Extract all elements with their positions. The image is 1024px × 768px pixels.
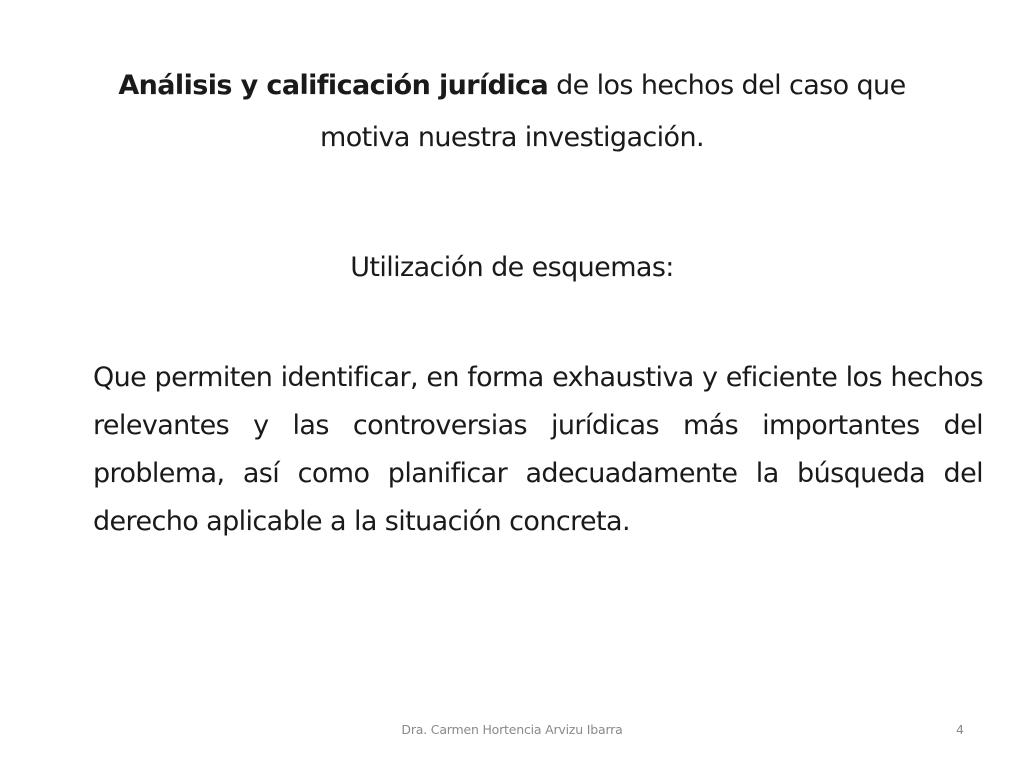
title-bold-phrase: Análisis y calificación jurídica — [118, 70, 549, 101]
slide-title — [40, 60, 984, 164]
slide-page-number: 4 — [956, 722, 964, 737]
slide-subtitle: Utilización de esquemas: — [350, 252, 674, 283]
title-line-1 — [40, 60, 984, 112]
footer-author: Dra. Carmen Hortencia Arvizu Ibarra — [401, 722, 623, 737]
slide-body-paragraph: Que permiten identificar, en forma exhaustiva y eficiente los hechos relevantes y las controversias jurídicas más importantes del problema, así como planificar adecuadamente la búsqueda del derecho aplicable a la situación concreta. — [93, 362, 983, 537]
title-rest-line-1: de los hechos del caso que — [548, 70, 906, 101]
title-line-2: motiva nuestra investigación. — [320, 122, 704, 153]
